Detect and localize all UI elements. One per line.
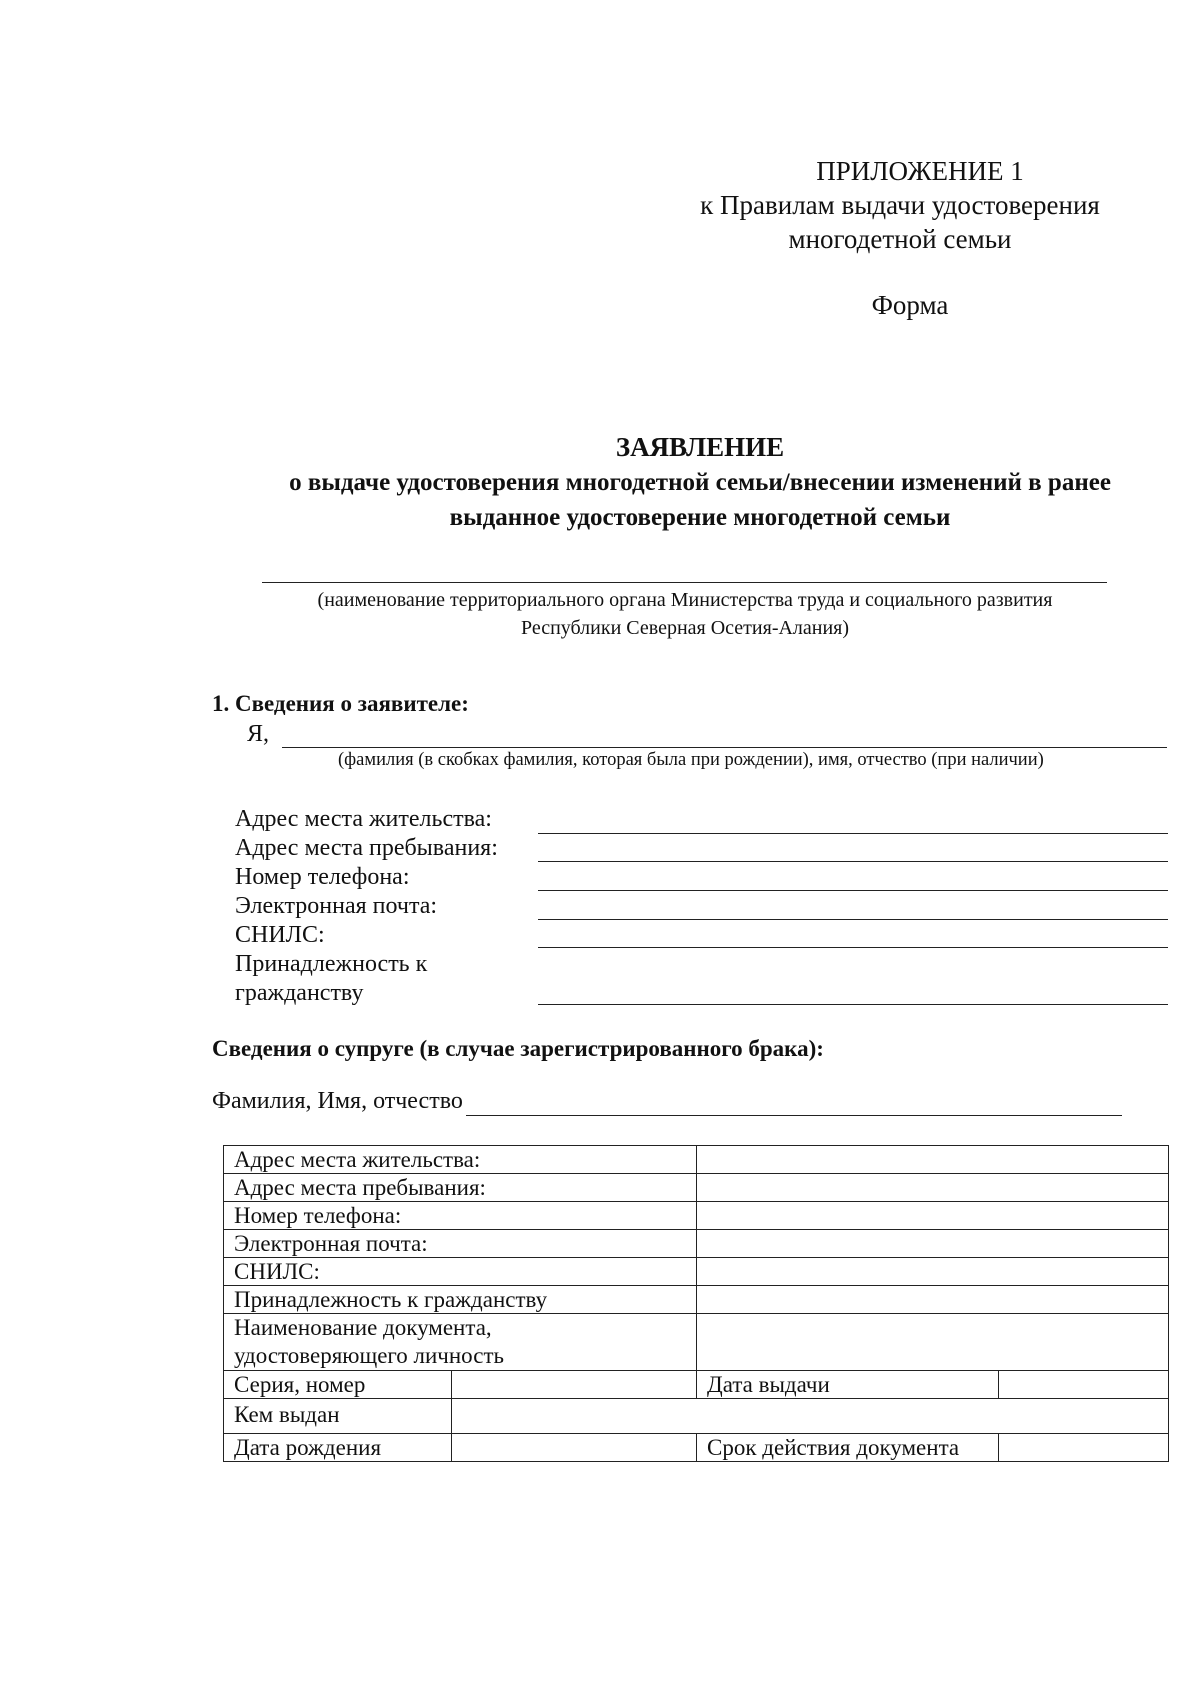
phone-field[interactable] [538, 890, 1168, 891]
spouse-phone-cell[interactable] [697, 1202, 1169, 1230]
document-subtitle-line1: о выдаче удостоверения многодетной семьи/внесении изменений в ранее [289, 469, 1111, 496]
spouse-address-residence-cell[interactable] [697, 1146, 1169, 1174]
document-subtitle-line2: выданное удостоверение многодетной семьи [449, 504, 951, 531]
table-row [224, 1202, 1169, 1230]
snils-field[interactable] [538, 947, 1168, 948]
table-label-email: Электронная почта: [224, 1230, 697, 1258]
table-label-phone: Номер телефона: [224, 1202, 697, 1230]
applicant-ya-label: Я, [247, 721, 270, 747]
spouse-birth-date-cell[interactable] [452, 1434, 697, 1462]
spouse-series-number-cell[interactable] [452, 1371, 697, 1399]
document-title-block [200, 430, 1200, 535]
organ-name-field[interactable] [262, 582, 1107, 583]
table-row [224, 1371, 1169, 1399]
applicant-name-field[interactable] [282, 747, 1167, 748]
table-row [224, 1399, 1169, 1434]
organ-caption [230, 586, 1140, 642]
email-field[interactable] [538, 919, 1168, 920]
citizenship-field[interactable] [538, 1004, 1168, 1005]
table-row [224, 1146, 1169, 1174]
table-label-id-document-line2: удостоверяющего личность [234, 1343, 504, 1368]
table-row [224, 1174, 1169, 1202]
table-label-id-document-line1: Наименование документа, [234, 1315, 492, 1340]
applicant-section-heading: 1. Сведения о заявителе: [212, 691, 469, 716]
table-label-address-stay: Адрес места пребывания: [224, 1174, 697, 1202]
spouse-id-document-cell[interactable] [697, 1314, 1169, 1371]
label-address-stay: Адрес места пребывания: [235, 835, 498, 861]
organ-caption-line2: Республики Северная Осетия-Алания) [520, 617, 850, 639]
table-row [224, 1434, 1169, 1462]
address-stay-field[interactable] [538, 861, 1168, 862]
label-address-residence: Адрес места жительства: [235, 806, 492, 832]
table-label-series-number: Серия, номер [224, 1371, 452, 1399]
spouse-issue-date-cell[interactable] [999, 1371, 1169, 1399]
spouse-fio-field[interactable] [466, 1115, 1122, 1116]
spouse-citizenship-cell[interactable] [697, 1286, 1169, 1314]
address-residence-field[interactable] [538, 833, 1168, 834]
spouse-details-table [223, 1145, 1169, 1462]
label-phone: Номер телефона: [235, 864, 410, 890]
appendix-header [600, 154, 1200, 256]
spouse-section-heading: Сведения о супруге (в случае зарегистрированного брака): [212, 1036, 824, 1061]
spouse-snils-cell[interactable] [697, 1258, 1169, 1286]
form-label: Форма [871, 290, 949, 320]
appendix-reference-line1: к Правилам выдачи удостоверения [700, 190, 1100, 220]
table-label-issued-by: Кем выдан [224, 1399, 452, 1434]
spouse-address-stay-cell[interactable] [697, 1174, 1169, 1202]
table-label-id-document [224, 1314, 697, 1371]
table-label-validity: Срок действия документа [697, 1434, 999, 1462]
applicant-name-caption: (фамилия (в скобках фамилия, которая была при рождении), имя, отчество (при наличии) [338, 750, 1044, 770]
spouse-email-cell[interactable] [697, 1230, 1169, 1258]
spouse-fio-label: Фамилия, Имя, отчество [212, 1088, 463, 1114]
spouse-validity-cell[interactable] [999, 1434, 1169, 1462]
spouse-issued-by-cell[interactable] [452, 1399, 1169, 1434]
table-label-citizenship: Принадлежность к гражданству [224, 1286, 697, 1314]
table-row [224, 1258, 1169, 1286]
organ-caption-line1: (наименование территориального органа Министерства труда и социального развития [317, 589, 1053, 611]
table-label-birth-date: Дата рождения [224, 1434, 452, 1462]
appendix-title: ПРИЛОЖЕНИЕ 1 [816, 156, 1024, 186]
table-row [224, 1230, 1169, 1258]
label-citizenship-line2: гражданству [235, 980, 364, 1006]
appendix-reference-line2: многодетной семьи [788, 224, 1012, 254]
table-label-snils: СНИЛС: [224, 1258, 697, 1286]
label-snils: СНИЛС: [235, 922, 325, 948]
label-citizenship-line1: Принадлежность к [235, 951, 428, 977]
applicant-fields-labels [235, 805, 498, 1008]
table-label-address-residence: Адрес места жительства: [224, 1146, 697, 1174]
table-label-issue-date: Дата выдачи [697, 1371, 999, 1399]
label-email: Электронная почта: [235, 893, 438, 919]
table-row [224, 1314, 1169, 1371]
document-title: ЗАЯВЛЕНИЕ [615, 432, 785, 462]
table-row [224, 1286, 1169, 1314]
